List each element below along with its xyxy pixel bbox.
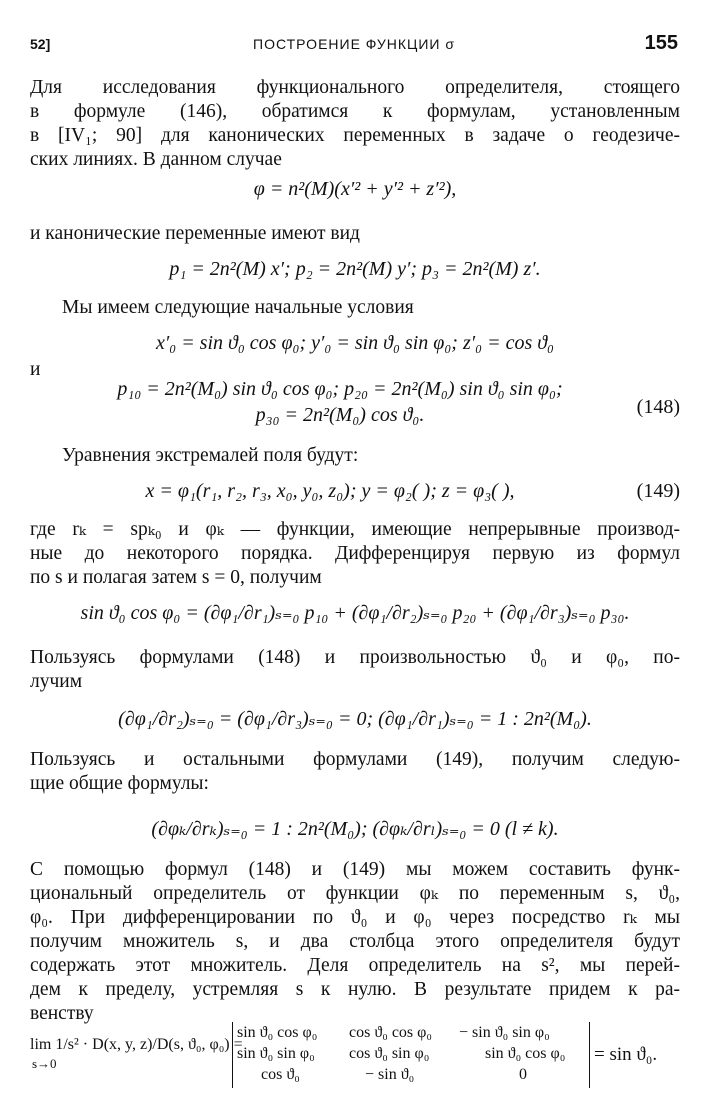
equation-phi: φ = n²(M)(x′² + y′² + z′²), <box>253 178 457 200</box>
text-line: содержать этот множитель. Деля определитель на s², мы перей- <box>30 955 680 976</box>
determinant-cell: cos ϑ₀ cos φ₀ <box>349 1024 432 1041</box>
paragraph-7 <box>30 646 680 694</box>
determinant-cell: cos ϑ₀ <box>261 1066 300 1083</box>
limit-rhs: = sin ϑ₀. <box>594 1044 658 1065</box>
text-line: Уравнения экстремалей поля будут: <box>62 445 359 466</box>
text-line: и канонические переменные имеют вид <box>30 223 360 244</box>
determinant-cell: − sin ϑ₀ <box>365 1066 415 1083</box>
paragraph-3 <box>62 296 662 320</box>
equation-initial-p-1: p₁₀ = 2n²(M₀) sin ϑ₀ cos φ₀; p₂₀ = 2n²(M₀) sin ϑ₀ sin φ₀; <box>117 378 563 400</box>
limit-subscript: s→0 <box>32 1056 57 1071</box>
limit-lhs: lim 1/s² · D(x, y, z)/D(s, ϑ₀, φ₀) = <box>30 1036 243 1053</box>
determinant-cell: cos ϑ₀ sin φ₀ <box>349 1045 430 1062</box>
paragraph-2 <box>30 222 680 246</box>
text-line: в формуле (146), обратимся к формулам, установленным <box>30 101 680 122</box>
equation-initial-xyz: x′₀ = sin ϑ₀ cos φ₀; y′₀ = sin ϑ₀ sin φ₀; z′₀ = cos ϑ₀ <box>155 332 554 354</box>
paragraph-5 <box>62 444 662 468</box>
text-line: Пользуясь формулами (148) и произвольностью ϑ₀ и φ₀, по- <box>30 647 680 668</box>
running-header <box>30 34 678 60</box>
text-line: Мы имеем следующие начальные условия <box>62 297 414 318</box>
equation-canonical: p₁ = 2n²(M) x′; p₂ = 2n²(M) y′; p₃ = 2n²(M) z′. <box>169 258 541 280</box>
determinant-cell: sin ϑ₀ cos φ₀ <box>237 1024 318 1041</box>
running-title: ПОСТРОЕНИЕ ФУНКЦИИ σ <box>253 36 455 52</box>
text-line: получим множитель s, и два столбца этого определителя будут <box>30 931 680 952</box>
paragraph-1 <box>30 76 680 172</box>
text-line: Для исследования функционального определителя, стоящего <box>30 77 680 98</box>
text-line: Пользуясь и остальными формулами (149), получим следую- <box>30 749 680 770</box>
determinant-cell: − sin ϑ₀ sin φ₀ <box>459 1024 550 1041</box>
text-line: лучим <box>30 671 83 692</box>
determinant-row <box>233 1045 589 1065</box>
paragraph-8 <box>30 748 680 796</box>
equation-general: (∂φₖ/∂rₖ)ₛ₌₀ = 1 : 2n²(M₀); (∂φₖ/∂rₗ)ₛ₌₀ = 0 (l ≠ k). <box>151 818 559 840</box>
paragraph-6 <box>30 518 680 590</box>
equation-derivative-sum: sin ϑ₀ cos φ₀ = (∂φ₁/∂r₁)ₛ₌₀ p₁₀ + (∂φ₁/∂r₂)ₛ₌₀ p₂₀ + (∂φ₁/∂r₃)ₛ₌₀ p₃₀. <box>80 602 630 624</box>
text-line: где rₖ = spₖ₀ и φₖ — функции, имеющие непрерывные производ- <box>30 519 680 540</box>
text-line: циональный определитель от функции φₖ по переменным s, ϑ₀, <box>30 883 680 904</box>
section-number: 52] <box>30 36 51 52</box>
text-line: ные до некоторого порядка. Дифференцируя первую из формул <box>30 543 680 564</box>
text-line: С помощью формул (148) и (149) мы можем составить функ- <box>30 859 680 880</box>
equation-initial-p-2: p₃₀ = 2n²(M₀) cos ϑ₀. <box>255 404 425 426</box>
page-number: 155 <box>644 32 678 54</box>
limit-expression <box>30 1032 243 1071</box>
determinant-cell: 0 <box>519 1066 527 1083</box>
jacobian-determinant <box>232 1022 590 1088</box>
paragraph-9 <box>30 858 680 1026</box>
text-line: в [IV₁; 90] для канонических переменных в задаче о геодезиче- <box>30 125 680 146</box>
text-line: ских линиях. В данном случае <box>30 149 282 170</box>
determinant-row <box>233 1024 589 1044</box>
determinant-row <box>233 1066 589 1086</box>
text-line: щие общие формулы: <box>30 773 209 794</box>
text-line: и <box>30 359 41 380</box>
text-line: венству <box>30 1003 94 1024</box>
equation-extremals: x = φ₁(r₁, r₂, r₃, x₀, y₀, z₀); y = φ₂( ); z = φ₃( ), <box>145 480 515 502</box>
text-line: по s и полагая затем s = 0, получим <box>30 567 322 588</box>
equation-label-148: (148) <box>636 396 680 418</box>
text-line: φ₀. При дифференцировании по ϑ₀ и φ₀ через посредство rₖ мы <box>30 907 680 928</box>
text-line: дем к пределу, устремляя s к нулю. В результате придем к ра- <box>30 979 680 1000</box>
equation-label-149: (149) <box>636 480 680 502</box>
determinant-cell: sin ϑ₀ cos φ₀ <box>485 1045 566 1062</box>
equation-partials-zero: (∂φ₁/∂r₂)ₛ₌₀ = (∂φ₁/∂r₃)ₛ₌₀ = 0; (∂φ₁/∂r₁)ₛ₌₀ = 1 : 2n²(M₀). <box>118 708 592 730</box>
determinant-cell: sin ϑ₀ sin φ₀ <box>237 1045 315 1062</box>
